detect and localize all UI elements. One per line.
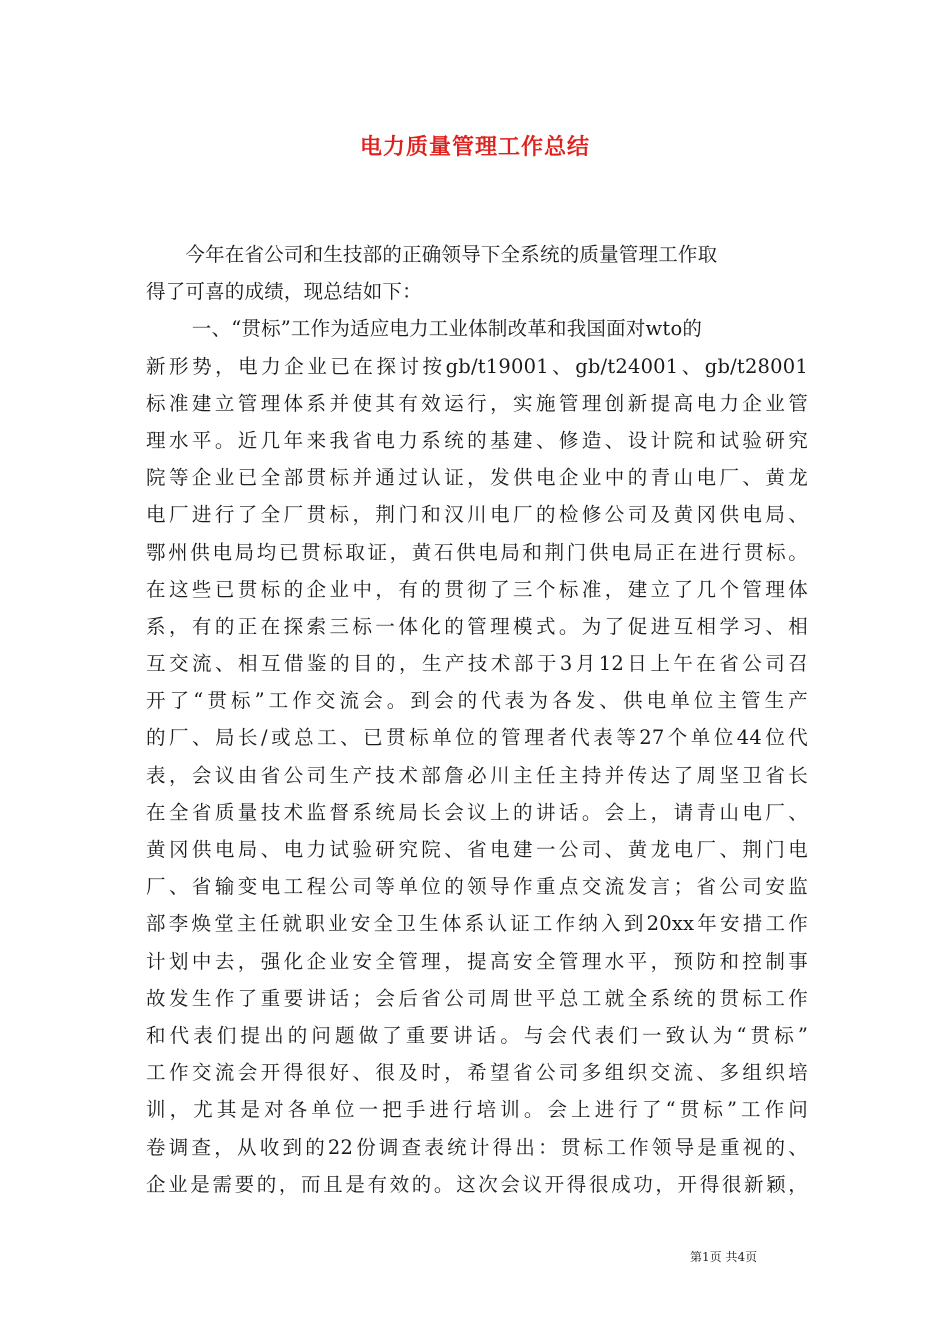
body-line: 部李焕堂主任就职业安全卫生体系认证工作纳入到20xx年安措工作	[146, 912, 808, 936]
body-line: 理水平。近几年来我省电力系统的基建、修造、设计院和试验研究	[146, 428, 808, 452]
body-line: 厂、省输变电工程公司等单位的领导作重点交流发言；省公司安监	[146, 875, 808, 899]
body-line: 院等企业已全部贯标并通过认证，发供电企业中的青山电厂、黄龙	[146, 466, 808, 490]
document-body	[146, 236, 808, 1203]
body-line: 故发生作了重要讲话；会后省公司周世平总工就全系统的贯标工作	[146, 986, 808, 1010]
body-line: 在全省质量技术监督系统局长会议上的讲话。会上，请青山电厂、	[146, 800, 808, 824]
body-line: 一、“贯标”工作为适应电力工业体制改革和我国面对wto的	[146, 317, 703, 341]
body-line: 互交流、相互借鉴的目的，生产技术部于3月12日上午在省公司召	[146, 652, 808, 676]
page-number: 第1页 共4页	[690, 1250, 758, 1264]
body-line: 企业是需要的，而且是有效的。这次会议开得很成功，开得很新颖，	[146, 1172, 808, 1196]
body-line: 的厂、局长/或总工、已贯标单位的管理者代表等27个单位44位代	[146, 726, 808, 750]
document-title: 电力质量管理工作总结	[359, 135, 590, 160]
body-line: 和代表们提出的问题做了重要讲话。与会代表们一致认为“贯标”	[146, 1023, 808, 1047]
body-line: 表，会议由省公司生产技术部詹必川主任主持并传达了周坚卫省长	[146, 763, 808, 787]
body-line: 新形势，电力企业已在探讨按gb/t19001、gb/t24001、gb/t28001	[146, 354, 808, 378]
body-line: 电厂进行了全厂贯标，荆门和汉川电厂的检修公司及黄冈供电局、	[146, 503, 808, 527]
body-line: 工作交流会开得很好、很及时，希望省公司多组织交流、多组织培	[146, 1061, 808, 1085]
body-line: 卷调查，从收到的22份调查表统计得出：贯标工作领导是重视的、	[146, 1135, 808, 1159]
body-line: 计划中去，强化企业安全管理，提高安全管理水平，预防和控制事	[146, 949, 808, 973]
body-line: 今年在省公司和生技部的正确领导下全系统的质量管理工作取	[146, 243, 718, 266]
body-line: 鄂州供电局均已贯标取证，黄石供电局和荆门供电局正在进行贯标。	[146, 540, 808, 564]
body-line: 黄冈供电局、电力试验研究院、省电建一公司、黄龙电厂、荆门电	[146, 838, 808, 861]
body-line: 训，尤其是对各单位一把手进行培训。会上进行了“贯标”工作问	[146, 1098, 808, 1122]
body-line: 在这些已贯标的企业中，有的贯彻了三个标准，建立了几个管理体	[146, 577, 808, 601]
body-line: 系，有的正在探索三标一体化的管理模式。为了促进互相学习、相	[146, 614, 808, 638]
body-line: 得了可喜的成绩，现总结如下：	[146, 280, 422, 304]
body-line: 标准建立管理体系并使其有效运行，实施管理创新提高电力企业管	[146, 391, 808, 415]
body-line: 开了“贯标”工作交流会。到会的代表为各发、供电单位主管生产	[146, 689, 808, 713]
